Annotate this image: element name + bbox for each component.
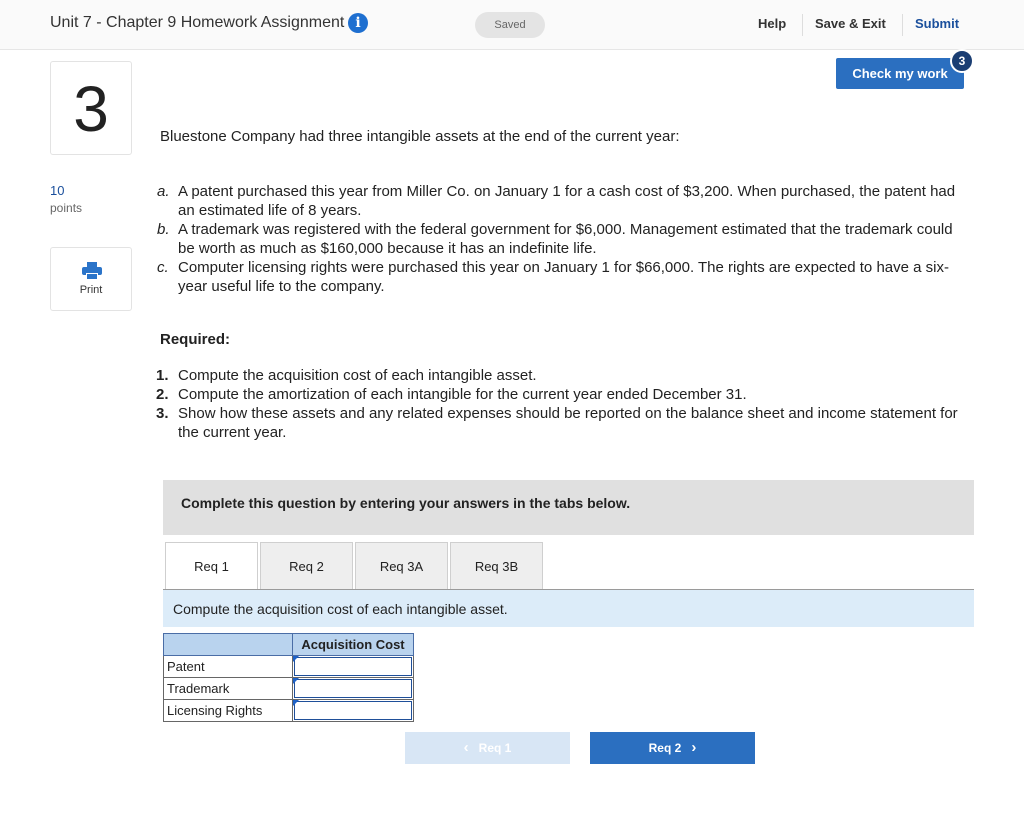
requirement-text: Compute the amortization of each intangible for the current year ended December 31. bbox=[178, 386, 747, 403]
print-button[interactable] bbox=[50, 247, 132, 311]
table-row bbox=[164, 656, 414, 678]
question-number: 3 bbox=[50, 61, 132, 155]
header-divider bbox=[802, 14, 803, 36]
tab-req-3b[interactable]: Req 3B bbox=[450, 542, 543, 590]
tab-description-text: Compute the acquisition cost of each intangible asset. bbox=[173, 601, 508, 617]
requirement-text: Show how these assets and any related expenses should be reported on the balance sheet and income statement for the current year. bbox=[178, 405, 958, 441]
chevron-left-icon: ‹ bbox=[463, 739, 469, 756]
top-bar bbox=[0, 0, 1024, 50]
row-label-patent: Patent bbox=[164, 656, 293, 678]
list-item bbox=[156, 385, 960, 404]
input-marker-icon bbox=[293, 656, 299, 662]
saved-status-badge: Saved bbox=[475, 12, 545, 38]
check-my-work-button[interactable]: Check my work bbox=[836, 58, 964, 89]
item-text: A trademark was registered with the federal government for $6,000. Management estimated that the trademark could be worth as much as $160,000 because it has an indefinite life. bbox=[178, 221, 953, 257]
acquisition-cost-table bbox=[163, 633, 414, 722]
prev-req-button[interactable] bbox=[405, 732, 570, 764]
points-label: points bbox=[50, 201, 83, 215]
patent-cost-cell[interactable] bbox=[293, 656, 414, 678]
next-req-button[interactable] bbox=[590, 732, 755, 764]
table-header-blank bbox=[164, 634, 293, 656]
requirements-list bbox=[156, 366, 960, 442]
row-label-trademark: Trademark bbox=[164, 678, 293, 700]
submit-link[interactable]: Submit bbox=[915, 16, 960, 31]
help-link[interactable]: Help bbox=[758, 16, 787, 31]
tab-req-2[interactable]: Req 2 bbox=[260, 542, 353, 590]
item-label: c. bbox=[157, 259, 169, 276]
table-row bbox=[164, 678, 414, 700]
row-label-licensing-rights: Licensing Rights bbox=[164, 700, 293, 722]
input-marker-icon bbox=[293, 700, 299, 706]
requirement-text: Compute the acquisition cost of each intangible asset. bbox=[178, 367, 537, 384]
required-heading: Required: bbox=[160, 331, 231, 348]
header-divider bbox=[902, 14, 903, 36]
requirement-number: 2. bbox=[156, 386, 169, 403]
printer-icon bbox=[82, 262, 102, 280]
info-icon[interactable]: i bbox=[348, 13, 368, 33]
instruction-text: Complete this question by entering your answers in the tabs below. bbox=[181, 495, 631, 511]
table-row bbox=[164, 700, 414, 722]
tab-req-1[interactable]: Req 1 bbox=[165, 542, 258, 591]
trademark-cost-input[interactable] bbox=[294, 679, 412, 698]
check-attempts-badge: 3 bbox=[950, 49, 974, 73]
item-label: a. bbox=[157, 183, 170, 200]
item-label: b. bbox=[157, 221, 170, 238]
item-text: A patent purchased this year from Miller Co. on January 1 for a cash cost of $3,200. When purchased, the patent had an estimated life of 8 years. bbox=[178, 183, 956, 219]
assignment-title: Unit 7 - Chapter 9 Homework Assignment bbox=[50, 14, 345, 31]
requirement-number: 1. bbox=[156, 367, 169, 384]
instruction-box bbox=[163, 480, 974, 535]
prev-req-label: Req 1 bbox=[478, 741, 512, 755]
list-item bbox=[156, 404, 960, 442]
next-req-label: Req 2 bbox=[648, 741, 682, 755]
requirement-number: 3. bbox=[156, 405, 169, 422]
input-marker-icon bbox=[293, 678, 299, 684]
list-item bbox=[157, 182, 970, 220]
print-label: Print bbox=[79, 284, 103, 296]
chevron-right-icon: › bbox=[691, 739, 697, 756]
trademark-cost-cell[interactable] bbox=[293, 678, 414, 700]
list-item bbox=[156, 366, 960, 385]
patent-cost-input[interactable] bbox=[294, 657, 412, 676]
asset-list bbox=[157, 182, 970, 296]
licensing-rights-cost-input[interactable] bbox=[294, 701, 412, 720]
points-value: 10 bbox=[50, 183, 65, 198]
licensing-rights-cost-cell[interactable] bbox=[293, 700, 414, 722]
list-item bbox=[157, 258, 970, 296]
save-exit-link[interactable]: Save & Exit bbox=[815, 16, 886, 31]
list-item bbox=[157, 220, 970, 258]
question-intro: Bluestone Company had three intangible assets at the end of the current year: bbox=[160, 128, 680, 145]
table-header-acquisition-cost: Acquisition Cost bbox=[293, 634, 414, 656]
item-text: Computer licensing rights were purchased this year on January 1 for $66,000. The rights are expected to have a six-year useful life to the company. bbox=[178, 259, 949, 295]
tab-description bbox=[163, 590, 974, 627]
tab-req-3a[interactable]: Req 3A bbox=[355, 542, 448, 590]
